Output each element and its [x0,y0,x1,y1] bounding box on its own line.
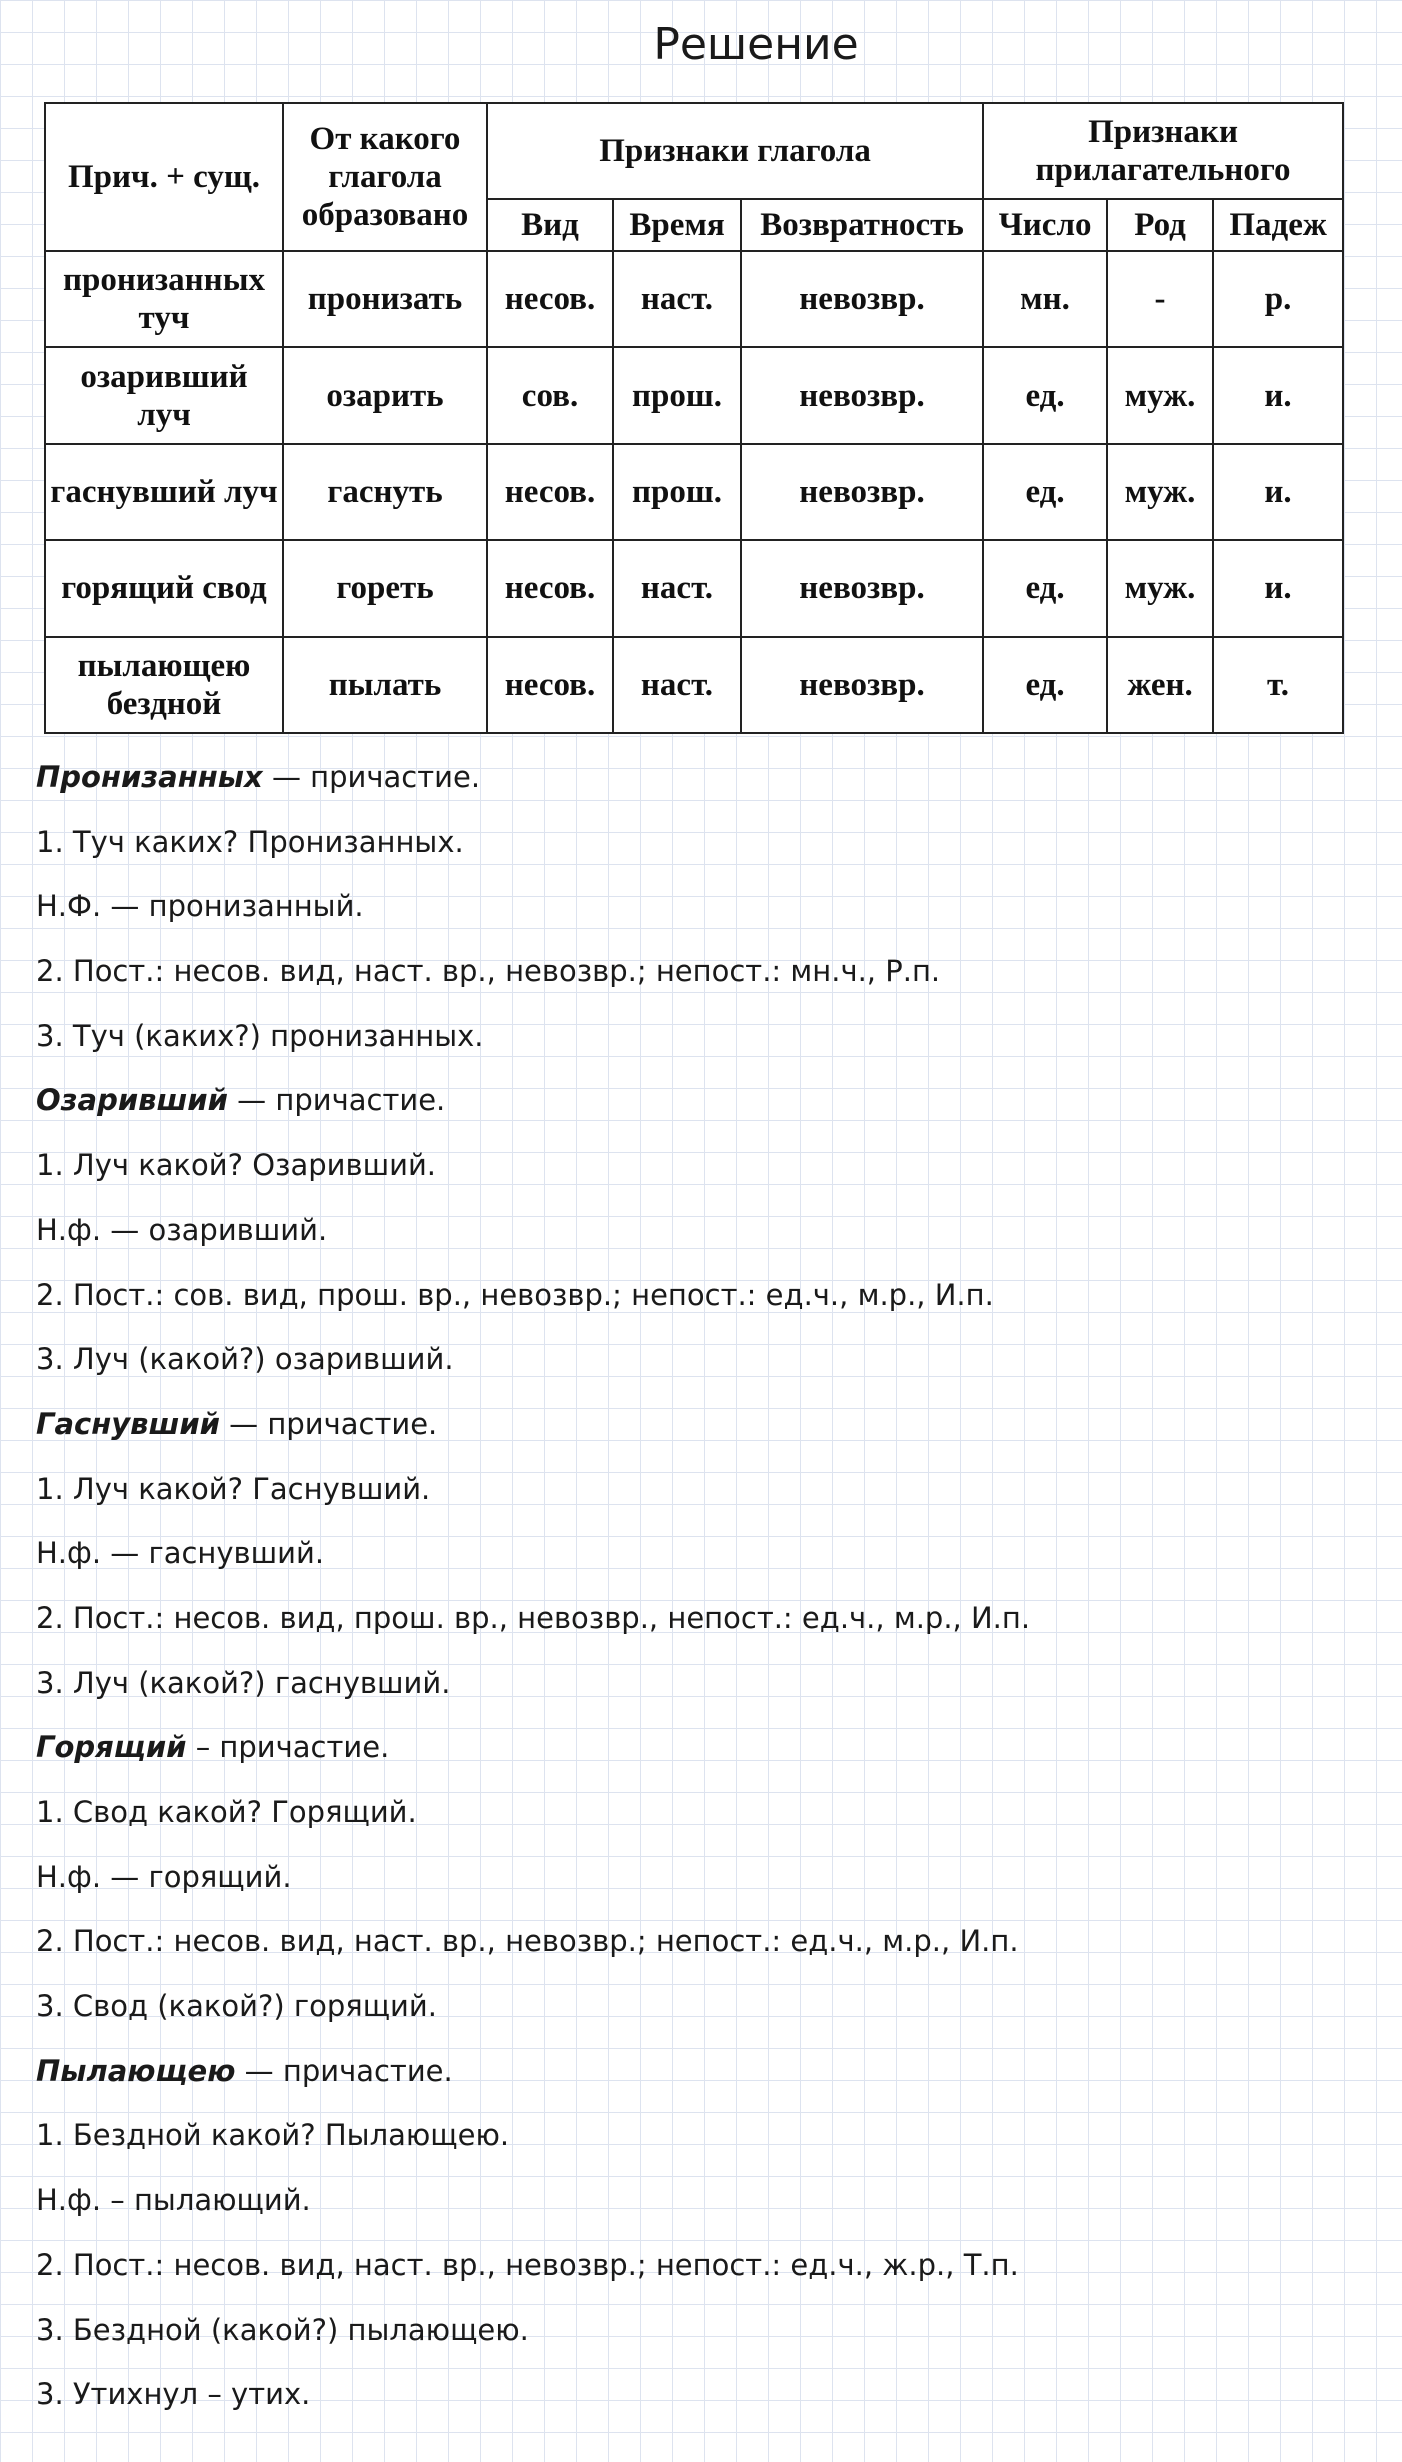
table-cell-case: т. [1213,637,1343,733]
participle-term: Пылающею [36,2053,236,2088]
table-cell-number: ед. [983,347,1107,443]
participle-term: Озаривший [36,1083,228,1118]
analysis-line: 3. Луч (какой?) озаривший. [36,1342,454,1377]
header-number: Число [983,199,1107,251]
table-cell-tense: наст. [613,540,741,636]
table-row [45,251,1343,347]
table-cell-case: и. [1213,347,1343,443]
analysis-line: 3. Туч (каких?) пронизанных. [36,1018,484,1053]
analysis-line: 1. Бездной какой? Пылающею. [36,2118,510,2153]
table-cell-verb: пронизать [283,251,487,347]
participle-term-label: — причастие. [262,760,481,794]
analysis-line: 2. Пост.: сов. вид, прош. вр., невозвр.; непост.: ед.ч., м.р., И.п. [36,1277,994,1312]
analysis-line: 2. Пост.: несов. вид, наст. вр., невозвр.; непост.: ед.ч., м.р., И.п. [36,1924,1019,1959]
table-cell-reflexive: невозвр. [741,347,983,443]
participle-term: Гаснувший [36,1406,220,1441]
header-reflexivity: Возвратность [741,199,983,251]
analysis-line: 3. Утихнул – утих. [36,2377,311,2412]
analysis-table [44,102,1344,734]
table-cell-aspect: несов. [487,637,613,733]
participle-heading [36,1075,1366,1140]
table-row [45,444,1343,540]
analysis-line: 3. Бездной (какой?) пылающею. [36,2312,529,2347]
table-cell-gender: муж. [1107,444,1213,540]
table-cell-number: ед. [983,540,1107,636]
table-cell-gender: - [1107,251,1213,347]
table-row [45,347,1343,443]
analysis-line: 1. Луч какой? Гаснувший. [36,1471,431,1506]
participle-heading [36,1399,1366,1464]
analysis-line: Н.Ф. — пронизанный. [36,889,364,924]
table-cell-aspect: несов. [487,251,613,347]
table-cell-number: ед. [983,444,1107,540]
header-verb-features: Признаки глагола [487,103,983,199]
table-cell-number: мн. [983,251,1107,347]
participle-term-label: — причастие. [219,1406,438,1441]
analysis-line: 1. Туч каких? Пронизанных. [36,824,464,859]
table-cell-reflexive: невозвр. [741,540,983,636]
header-aspect: Вид [487,199,613,251]
table-cell-tense: прош. [613,347,741,443]
analysis-line: 2. Пост.: несов. вид, наст. вр., невозвр.; непост.: ед.ч., ж.р., Т.п. [36,2247,1019,2282]
analysis-line: Н.ф. — гаснувший. [36,1536,325,1571]
table-cell-case: и. [1213,540,1343,636]
analysis-line: 3. Луч (какой?) гаснувший. [36,1665,451,1700]
table-row [45,540,1343,636]
table-cell-phrase: озаривший луч [45,347,283,443]
table-body [45,251,1343,733]
table-cell-verb: озарить [283,347,487,443]
table-cell-aspect: сов. [487,347,613,443]
analysis-line: Н.ф. — горящий. [36,1859,292,1894]
table-cell-verb: гаснуть [283,444,487,540]
table-cell-tense: наст. [613,637,741,733]
table-cell-gender: муж. [1107,540,1213,636]
table-cell-aspect: несов. [487,540,613,636]
participle-heading [36,752,1366,817]
table-cell-gender: муж. [1107,347,1213,443]
table-cell-gender: жен. [1107,637,1213,733]
table-cell-aspect: несов. [487,444,613,540]
table-cell-phrase: пылающею бездной [45,637,283,733]
table-cell-tense: прош. [613,444,741,540]
analysis-line: Н.ф. – пылающий. [36,2183,311,2218]
analysis-line: 2. Пост.: несов. вид, наст. вр., невозвр.; непост.: мн.ч., Р.п. [36,954,941,989]
participle-term-label: – причастие. [186,1730,390,1765]
participle-heading [36,2046,1366,2111]
analysis-text [36,752,1366,2434]
table-cell-reflexive: невозвр. [741,251,983,347]
analysis-table-container [44,102,1342,734]
participle-term-label: — причастие. [235,2053,453,2088]
analysis-line: 2. Пост.: несов. вид, прош. вр., невозвр., непост.: ед.ч., м.р., И.п. [36,1600,1031,1635]
table-cell-number: ед. [983,637,1107,733]
table-cell-case: р. [1213,251,1343,347]
participle-term-label: — причастие. [227,1083,446,1118]
table-cell-verb: пылать [283,637,487,733]
table-cell-reflexive: невозвр. [741,637,983,733]
header-adjective-features: Признаки прилагательного [983,103,1343,199]
analysis-line: 1. Луч какой? Озаривший. [36,1148,437,1183]
header-phrase: Прич. + сущ. [45,103,283,251]
table-cell-reflexive: невозвр. [741,444,983,540]
page-title: Решение [653,19,859,70]
table-cell-case: и. [1213,444,1343,540]
table-cell-phrase: гаснувший луч [45,444,283,540]
analysis-line: 1. Свод какой? Горящий. [36,1795,417,1829]
participle-term: Пронизанных [36,760,263,794]
table-cell-phrase: пронизанных туч [45,251,283,347]
table-cell-phrase: горящий свод [45,540,283,636]
table-cell-tense: наст. [613,251,741,347]
table-row [45,637,1343,733]
header-source-verb: От какого глагола образовано [283,103,487,251]
header-tense: Время [613,199,741,251]
participle-term: Горящий [36,1730,187,1765]
analysis-line: Н.ф. — озаривший. [36,1212,328,1247]
header-case: Падеж [1213,199,1343,251]
analysis-line: 3. Свод (какой?) горящий. [36,1989,437,2024]
participle-heading [36,1722,1366,1787]
table-cell-verb: гореть [283,540,487,636]
header-gender: Род [1107,199,1213,251]
